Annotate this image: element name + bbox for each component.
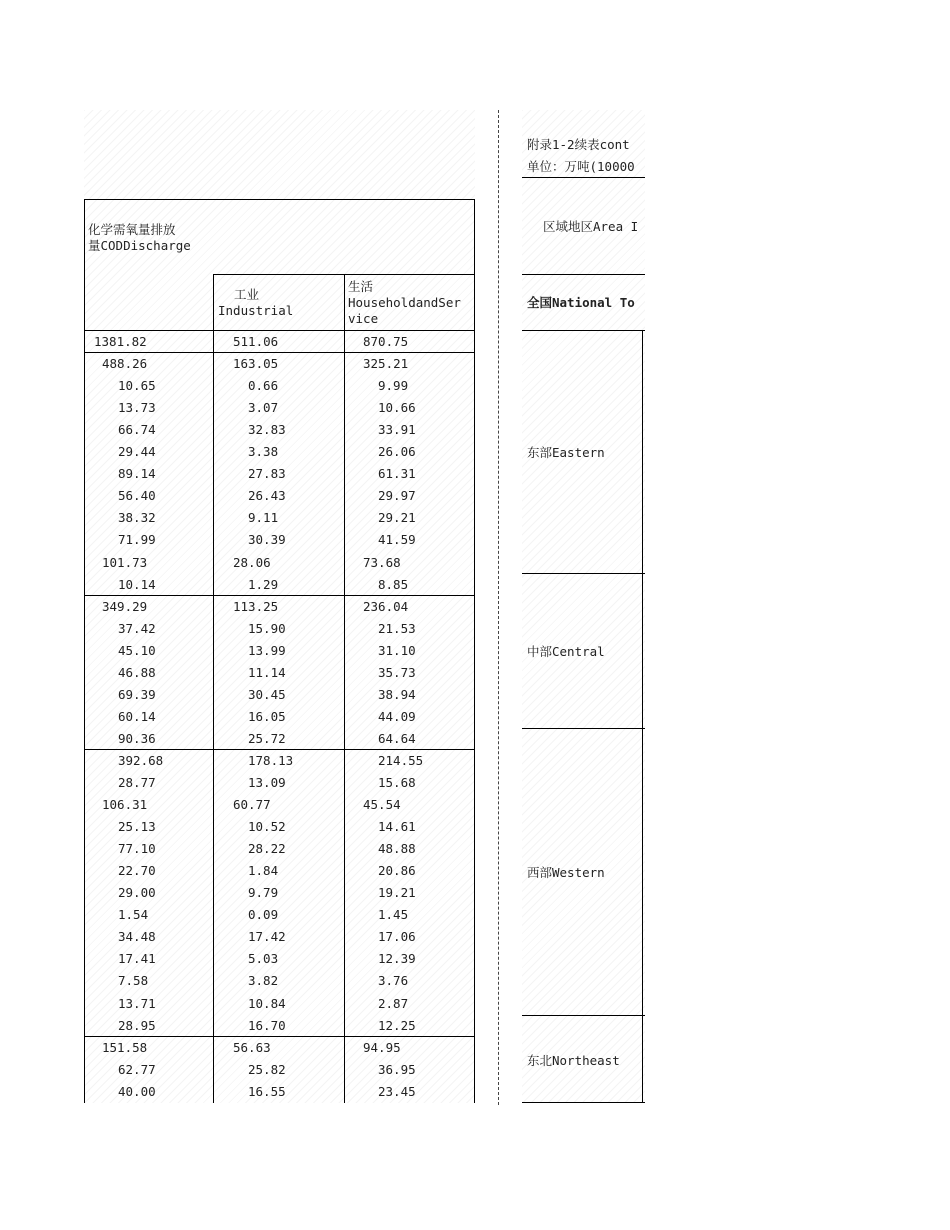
grid-line: [344, 274, 345, 1103]
cell-industrial: 30.45: [248, 686, 286, 702]
cell-cod-total: 66.74: [118, 422, 156, 438]
table-row: [84, 353, 475, 375]
cell-household: 3.76: [378, 973, 409, 989]
table-row: [84, 794, 475, 816]
cell-cod-total: 101.73: [102, 554, 148, 570]
cell-household: 38.94: [378, 686, 416, 702]
grid-line: [474, 199, 475, 1103]
cell-household: 64.64: [378, 730, 416, 746]
table-row: [84, 662, 475, 684]
cell-industrial: 17.42: [248, 929, 286, 945]
cell-cod-total: 71.99: [118, 532, 156, 548]
cell-cod-total: 45.10: [118, 642, 156, 658]
cell-household: 325.21: [363, 356, 409, 372]
cell-industrial: 3.82: [248, 973, 279, 989]
table-row: [84, 948, 475, 970]
table-row: [84, 1059, 475, 1081]
cell-cod-total: 1381.82: [94, 334, 147, 349]
cell-cod-total: 106.31: [102, 797, 148, 813]
cell-cod-total: 60.14: [118, 708, 156, 724]
cell-cod-total: 17.41: [118, 951, 156, 967]
page-break-divider: [498, 110, 499, 1105]
cell-industrial: 11.14: [248, 664, 286, 680]
cell-cod-total: 22.70: [118, 863, 156, 879]
cell-household: 35.73: [378, 664, 416, 680]
cell-industrial: 9.11: [248, 510, 279, 526]
cell-household: 45.54: [363, 797, 401, 813]
table-row: [84, 816, 475, 838]
cell-household: 17.06: [378, 929, 416, 945]
cell-household: 41.59: [378, 532, 416, 548]
cell-industrial: 32.83: [248, 422, 286, 438]
cell-industrial: 60.77: [233, 797, 271, 813]
cell-industrial: 1.84: [248, 863, 279, 879]
cell-cod-total: 13.71: [118, 995, 156, 1011]
cell-cod-total: 29.44: [118, 444, 156, 460]
cell-industrial: 163.05: [233, 356, 279, 372]
grid-line: [84, 749, 475, 750]
cell-industrial: 13.99: [248, 642, 286, 658]
cell-cod-total: 488.26: [102, 356, 148, 372]
table-row: [84, 640, 475, 662]
table-row: [84, 618, 475, 640]
cell-household: 33.91: [378, 422, 416, 438]
cell-cod-total: 349.29: [102, 598, 148, 614]
cell-household: 214.55: [378, 752, 424, 768]
right-region-table: [522, 110, 645, 1103]
cell-household: 44.09: [378, 708, 416, 724]
cell-household: 21.53: [378, 620, 416, 636]
cell-household: 26.06: [378, 444, 416, 460]
cell-industrial: 3.07: [248, 400, 279, 416]
grid-line: [84, 352, 475, 353]
row-national-total: 全国National To: [527, 295, 635, 310]
table-row: [84, 529, 475, 551]
cell-household: 61.31: [378, 466, 416, 482]
cell-industrial: 0.66: [248, 378, 279, 394]
header-household-zh: 生活: [348, 279, 374, 294]
cell-cod-total: 1.54: [118, 907, 149, 923]
cell-industrial: 25.82: [248, 1061, 286, 1077]
table-row: [84, 574, 475, 596]
cell-industrial: 16.70: [248, 1017, 286, 1033]
cell-industrial: 26.43: [248, 488, 286, 504]
grid-line: [522, 274, 645, 275]
cell-household: 94.95: [363, 1039, 401, 1055]
cell-industrial: 27.83: [248, 466, 286, 482]
cell-cod-total: 89.14: [118, 466, 156, 482]
grid-line: [84, 1036, 475, 1037]
table-row: [84, 507, 475, 529]
left-data-table: [84, 110, 475, 1103]
grid-line: [642, 330, 643, 1103]
header-household-en-line2: vice: [348, 311, 379, 326]
grid-line: [84, 199, 475, 200]
table-row: [84, 596, 475, 618]
table-row: [84, 904, 475, 926]
cell-household: 2.87: [378, 995, 409, 1011]
table-row: [84, 772, 475, 794]
cell-cod-total: 29.00: [118, 885, 156, 901]
table-row: [84, 419, 475, 441]
table-row: [84, 926, 475, 948]
cell-cod-total: 28.77: [118, 775, 156, 790]
table-row: [84, 331, 475, 353]
cell-household: 10.66: [378, 400, 416, 416]
table-row: [84, 485, 475, 507]
cell-household: 236.04: [363, 598, 409, 614]
cell-cod-total: 392.68: [118, 752, 164, 768]
cell-household: 29.97: [378, 488, 416, 504]
cell-household: 29.21: [378, 510, 416, 526]
grid-line: [84, 330, 475, 331]
table-row: [84, 838, 475, 860]
cell-industrial: 511.06: [233, 334, 279, 349]
table-row: [84, 993, 475, 1015]
cell-industrial: 56.63: [233, 1039, 271, 1055]
cell-cod-total: 10.14: [118, 576, 156, 592]
cell-cod-total: 7.58: [118, 973, 149, 989]
cell-industrial: 1.29: [248, 576, 279, 592]
cell-industrial: 28.22: [248, 841, 286, 857]
cell-cod-total: 69.39: [118, 686, 156, 702]
table-row: [84, 1081, 475, 1103]
table-row: [84, 1037, 475, 1059]
grid-line: [84, 199, 85, 1103]
header-cod-discharge-line2: 量CODDischarge: [88, 238, 191, 253]
cell-cod-total: 28.95: [118, 1017, 156, 1033]
cell-industrial: 13.09: [248, 775, 286, 790]
cell-industrial: 0.09: [248, 907, 279, 923]
cell-industrial: 16.05: [248, 708, 286, 724]
region-eastern: 东部Eastern: [527, 445, 605, 460]
cell-cod-total: 38.32: [118, 510, 156, 526]
cell-household: 36.95: [378, 1061, 416, 1077]
cell-cod-total: 90.36: [118, 730, 156, 746]
cell-household: 12.39: [378, 951, 416, 967]
region-northeast: 东北Northeast: [527, 1053, 620, 1068]
cell-cod-total: 77.10: [118, 841, 156, 857]
cell-industrial: 25.72: [248, 730, 286, 746]
cell-household: 20.86: [378, 863, 416, 879]
cell-cod-total: 151.58: [102, 1039, 148, 1055]
cell-household: 23.45: [378, 1083, 416, 1099]
data-rows: [84, 331, 475, 1103]
table-row: [84, 728, 475, 750]
grid-line: [213, 274, 214, 1103]
table-row: [84, 441, 475, 463]
cell-household: 870.75: [363, 334, 409, 349]
table-row: [84, 882, 475, 904]
cell-household: 12.25: [378, 1017, 416, 1033]
cell-industrial: 10.52: [248, 819, 286, 835]
cell-cod-total: 46.88: [118, 664, 156, 680]
cell-household: 19.21: [378, 885, 416, 901]
table-row: [84, 375, 475, 397]
table-row: [84, 706, 475, 728]
table-row: [84, 463, 475, 485]
cell-household: 1.45: [378, 907, 409, 923]
cell-industrial: 3.38: [248, 444, 279, 460]
header-industrial-zh: 工业: [234, 287, 260, 302]
cell-cod-total: 40.00: [118, 1083, 156, 1099]
cell-industrial: 178.13: [248, 752, 294, 768]
table-row: [84, 970, 475, 992]
header-region: 区域地区Area I: [543, 219, 639, 234]
cell-household: 15.68: [378, 775, 416, 790]
header-industrial-en: Industrial: [218, 303, 294, 318]
cell-cod-total: 13.73: [118, 400, 156, 416]
cell-industrial: 5.03: [248, 951, 279, 967]
cell-cod-total: 37.42: [118, 620, 156, 636]
cell-industrial: 10.84: [248, 995, 286, 1011]
table-row: [84, 750, 475, 772]
grid-line: [522, 573, 645, 574]
cell-industrial: 15.90: [248, 620, 286, 636]
cell-industrial: 113.25: [233, 598, 279, 614]
cell-cod-total: 62.77: [118, 1061, 156, 1077]
cell-industrial: 28.06: [233, 554, 271, 570]
unit-label: 单位：万吨(10000: [527, 159, 635, 174]
grid-line: [522, 728, 645, 729]
header-cod-discharge-line1: 化学需氧量排放: [88, 222, 176, 237]
region-central: 中部Central: [527, 644, 605, 659]
region-western: 西部Western: [527, 865, 605, 880]
table-row: [84, 684, 475, 706]
cell-cod-total: 34.48: [118, 929, 156, 945]
cell-cod-total: 10.65: [118, 378, 156, 394]
cell-cod-total: 56.40: [118, 488, 156, 504]
cell-household: 73.68: [363, 554, 401, 570]
table-row: [84, 860, 475, 882]
table-row: [84, 552, 475, 574]
appendix-title: 附录1-2续表cont: [527, 137, 630, 152]
cell-cod-total: 25.13: [118, 819, 156, 835]
grid-line: [84, 595, 475, 596]
cell-industrial: 16.55: [248, 1083, 286, 1099]
grid-line: [522, 1102, 645, 1103]
cell-household: 31.10: [378, 642, 416, 658]
table-row: [84, 397, 475, 419]
grid-line: [522, 1015, 645, 1016]
cell-industrial: 30.39: [248, 532, 286, 548]
grid-line: [522, 177, 645, 178]
table-row: [84, 1015, 475, 1037]
cell-household: 8.85: [378, 576, 409, 592]
cell-household: 14.61: [378, 819, 416, 835]
cell-household: 48.88: [378, 841, 416, 857]
header-household-en-line1: HouseholdandSer: [348, 295, 461, 310]
cell-household: 9.99: [378, 378, 409, 394]
cell-industrial: 9.79: [248, 885, 279, 901]
grid-line: [522, 330, 645, 331]
